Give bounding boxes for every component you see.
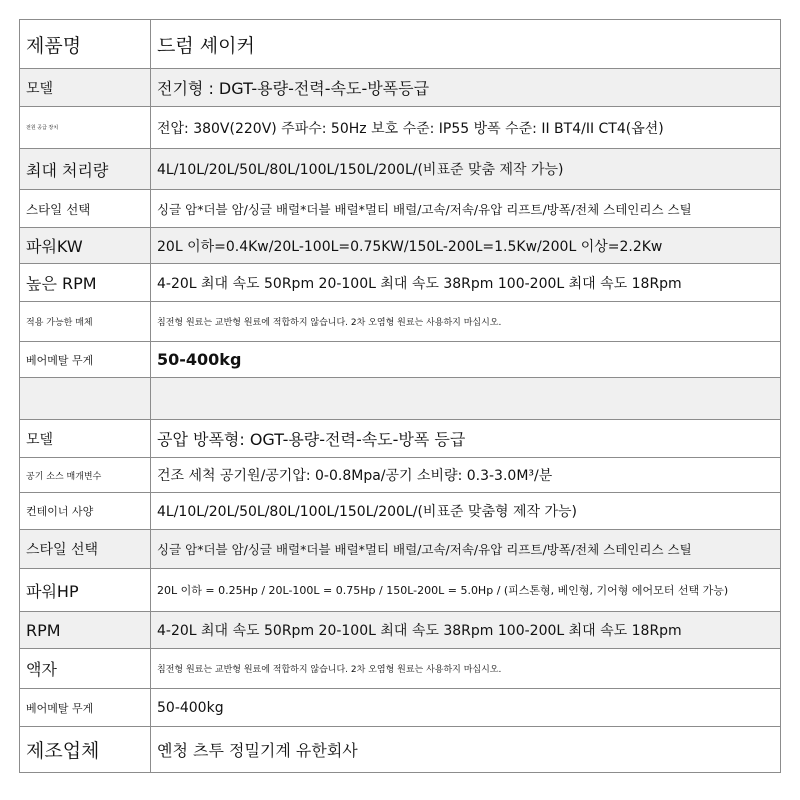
label-style-pneumatic: 스타일 선택 (20, 530, 151, 569)
row-applicable-media (20, 302, 781, 342)
label-applicable-media: 적용 가능한 매체 (20, 302, 151, 342)
value-frame: 침전형 원료는 교반형 원료에 적합하지 않습니다. 2차 오염형 원료는 사용하지 마십시오. (151, 649, 781, 689)
label-spacer (20, 378, 151, 420)
value-max-capacity: 4L/10L/20L/50L/80L/100L/150L/200L/(비표준 맞춤 제작 가능) (151, 149, 781, 190)
value-manufacturer: 옌청 츠투 정밀기계 유한회사 (151, 727, 781, 773)
value-power-kw: 20L 이하=0.4Kw/20L-100L=0.75KW/150L-200L=1.5Kw/200L 이상=2.2Kw (151, 228, 781, 264)
row-manufacturer (20, 727, 781, 773)
row-style-electric (20, 190, 781, 228)
label-air-source: 공기 소스 매개변수 (20, 458, 151, 493)
row-max-capacity (20, 149, 781, 190)
row-frame (20, 649, 781, 689)
row-style-pneumatic (20, 530, 781, 569)
label-max-capacity: 최대 처리량 (20, 149, 151, 190)
value-power-supply: 전압: 380V(220V) 주파수: 50Hz 보호 수준: IP55 방폭 수준: II BT4/II CT4(옵션) (151, 107, 781, 149)
value-high-rpm: 4-20L 최대 속도 50Rpm 20-100L 최대 속도 38Rpm 100-200L 최대 속도 18Rpm (151, 264, 781, 302)
row-high-rpm (20, 264, 781, 302)
row-weight-electric (20, 342, 781, 378)
label-model-pneumatic: 모델 (20, 420, 151, 458)
value-applicable-media: 침전형 원료는 교반형 원료에 적합하지 않습니다. 2차 오염형 원료는 사용하지 마십시오. (151, 302, 781, 342)
label-model-electric: 모델 (20, 69, 151, 107)
value-air-source: 건조 세척 공기원/공기압: 0-0.8Mpa/공기 소비량: 0.3-3.0M³/분 (151, 458, 781, 493)
row-model-electric (20, 69, 781, 107)
label-manufacturer: 제조업체 (20, 727, 151, 773)
label-rpm: RPM (20, 612, 151, 649)
row-container-spec (20, 493, 781, 530)
label-power-hp: 파워HP (20, 569, 151, 612)
label-power-supply: 전원 공급 장치 (20, 107, 151, 149)
label-weight-pneumatic: 베어메탈 무게 (20, 689, 151, 727)
row-model-pneumatic (20, 420, 781, 458)
label-weight-electric: 베어메탈 무게 (20, 342, 151, 378)
value-weight-pneumatic: 50-400kg (151, 689, 781, 727)
value-model-electric: 전기형 : DGT-용량-전력-속도-방폭등급 (151, 69, 781, 107)
label-container-spec: 컨테이너 사양 (20, 493, 151, 530)
value-spacer (151, 378, 781, 420)
label-product-name: 제품명 (20, 20, 151, 69)
row-power-supply (20, 107, 781, 149)
row-spacer (20, 378, 781, 420)
value-container-spec: 4L/10L/20L/50L/80L/100L/150L/200L/(비표준 맞춤형 제작 가능) (151, 493, 781, 530)
row-weight-pneumatic (20, 689, 781, 727)
row-product-name (20, 20, 781, 69)
row-air-source (20, 458, 781, 493)
value-style-electric: 싱글 암*더블 암/싱글 배럴*더블 배럴*멀티 배럴/고속/저속/유압 리프트/방폭/전체 스테인리스 스틸 (151, 190, 781, 228)
value-power-hp: 20L 이하 = 0.25Hp / 20L-100L = 0.75Hp / 150L-200L = 5.0Hp / (피스톤형, 베인형, 기어형 에어모터 선택 가능) (151, 569, 781, 612)
value-style-pneumatic: 싱글 암*더블 암/싱글 배럴*더블 배럴*멀티 배럴/고속/저속/유압 리프트/방폭/전체 스테인리스 스틸 (151, 530, 781, 569)
value-weight-electric: 50-400kg (151, 342, 781, 378)
value-model-pneumatic: 공압 방폭형: OGT-용량-전력-속도-방폭 등급 (151, 420, 781, 458)
label-high-rpm: 높은 RPM (20, 264, 151, 302)
value-rpm: 4-20L 최대 속도 50Rpm 20-100L 최대 속도 38Rpm 100-200L 최대 속도 18Rpm (151, 612, 781, 649)
label-frame: 액자 (20, 649, 151, 689)
row-power-hp (20, 569, 781, 612)
value-product-name: 드럼 셰이커 (151, 20, 781, 69)
label-power-kw: 파워KW (20, 228, 151, 264)
row-power-kw (20, 228, 781, 264)
row-rpm (20, 612, 781, 649)
label-style-electric: 스타일 선택 (20, 190, 151, 228)
spec-table (19, 19, 781, 773)
